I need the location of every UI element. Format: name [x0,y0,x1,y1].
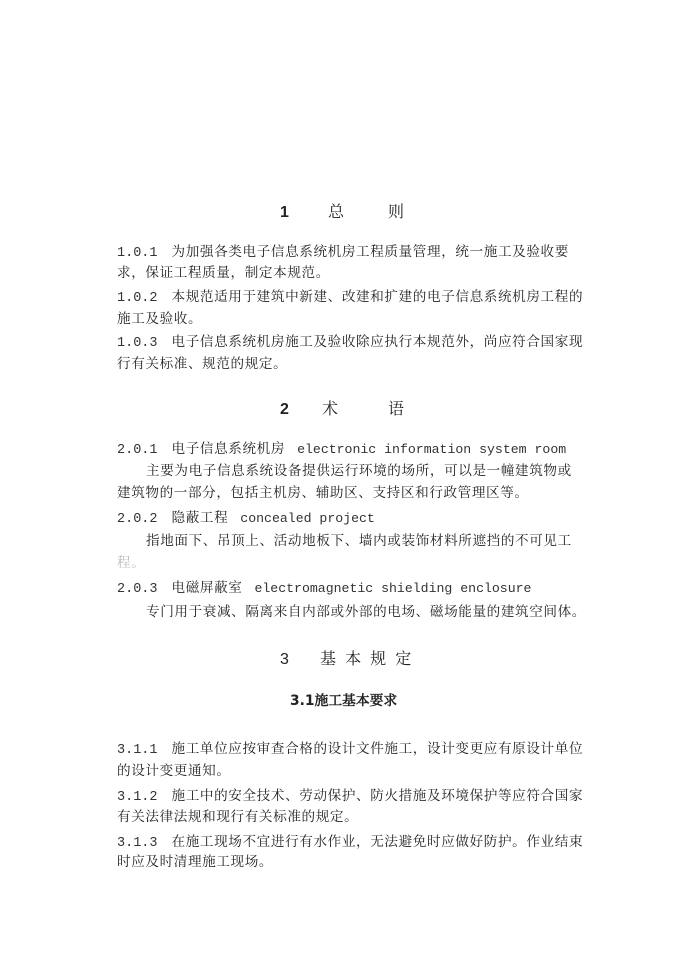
clause-number: 1.0.3 [117,336,158,351]
term-number: 2.0.2 [117,512,158,527]
subsection-3-1-title: 3.1施工基本要求 [290,693,398,709]
clause-3-1-1 [117,739,584,761]
term-2-0-3-definition: 专门用于衰减、隔离来自内部或外部的电场、磁场能量的建筑空间体。 [146,604,587,620]
term-english: concealed project [240,511,375,526]
clause-number: 3.1.3 [117,836,158,851]
clause-3-1-3-cont: 时应及时清理施工现场。 [117,854,274,870]
term-name: 电子信息系统机房 [171,441,286,457]
section-2-number [280,397,289,421]
clause-text: 施工中的安全技术、劳动保护、防火措施及环境保护等应符合国家 [171,788,584,804]
term-2-0-3 [117,578,577,600]
clause-text: 施工单位应按审查合格的设计文件施工，设计变更应有原设计单位 [171,741,584,757]
clause-3-1-3 [117,832,584,854]
section-2-title-char-1: 术 [322,399,339,418]
clause-1-0-3 [117,332,584,354]
term-name: 隐蔽工程 [171,510,229,526]
clause-number: 1.0.2 [117,291,158,306]
clause-number: 3.1.1 [117,743,158,758]
clause-number: 3.1.2 [117,790,158,805]
section-1-title-char-1: 总 [328,202,345,221]
term-2-0-1-definition: 主要为电子信息系统设备提供运行环境的场所，可以是一幢建筑物或 [146,463,572,479]
term-2-0-2-definition-cont: 程。 [117,555,146,571]
clause-3-1-2-cont: 有关法律法规和现行有关标准的规定。 [117,809,359,825]
section-1-title-char-2: 则 [388,202,405,221]
term-2-0-2-definition: 指地面下、吊顶上、活动地板下、墙内或装饰材料所遮挡的不可见工 [146,533,572,549]
section-2-title-char-2: 语 [388,399,405,418]
section-3-title: 基 本 规 定 [320,649,414,668]
term-number: 2.0.3 [117,582,158,597]
term-2-0-1-definition-cont: 建筑物的一部分，包括主机房、辅助区、支持区和行政管理区等。 [117,485,529,501]
clause-3-1-1-cont: 的设计变更通知。 [117,763,231,779]
heading-number: 2 [280,401,289,418]
clause-1-0-2 [117,287,584,309]
term-english: electromagnetic shielding enclosure [254,581,532,596]
clause-number: 1.0.1 [117,246,158,261]
clause-text: 本规范适用于建筑中新建、改建和扩建的电子信息系统机房工程的 [171,289,584,305]
section-1-number [280,200,289,224]
term-number: 2.0.1 [117,443,158,458]
heading-number: 3 [280,651,289,668]
term-english: electronic information system room [297,442,567,457]
clause-text: 电子信息系统机房施工及验收除应执行本规范外，尚应符合国家现 [171,334,584,350]
term-name: 电磁屏蔽室 [171,580,243,596]
clause-text: 在施工现场不宜进行有水作业，无法避免时应做好防护。作业结束 [171,834,584,850]
clause-1-0-3-cont: 行有关标准、规范的规定。 [117,356,288,372]
clause-3-1-2 [117,786,584,808]
clause-1-0-1-cont: 求，保证工程质量，制定本规范。 [117,265,330,281]
section-3-number [280,647,289,671]
heading-number: 1 [280,204,289,221]
clause-1-0-2-cont: 施工及验收。 [117,311,203,327]
term-2-0-2 [117,508,577,530]
clause-1-0-1 [117,242,577,264]
term-2-0-1 [117,439,577,461]
clause-text: 为加强各类电子信息系统机房工程质量管理，统一施工及验收要 [171,244,569,260]
